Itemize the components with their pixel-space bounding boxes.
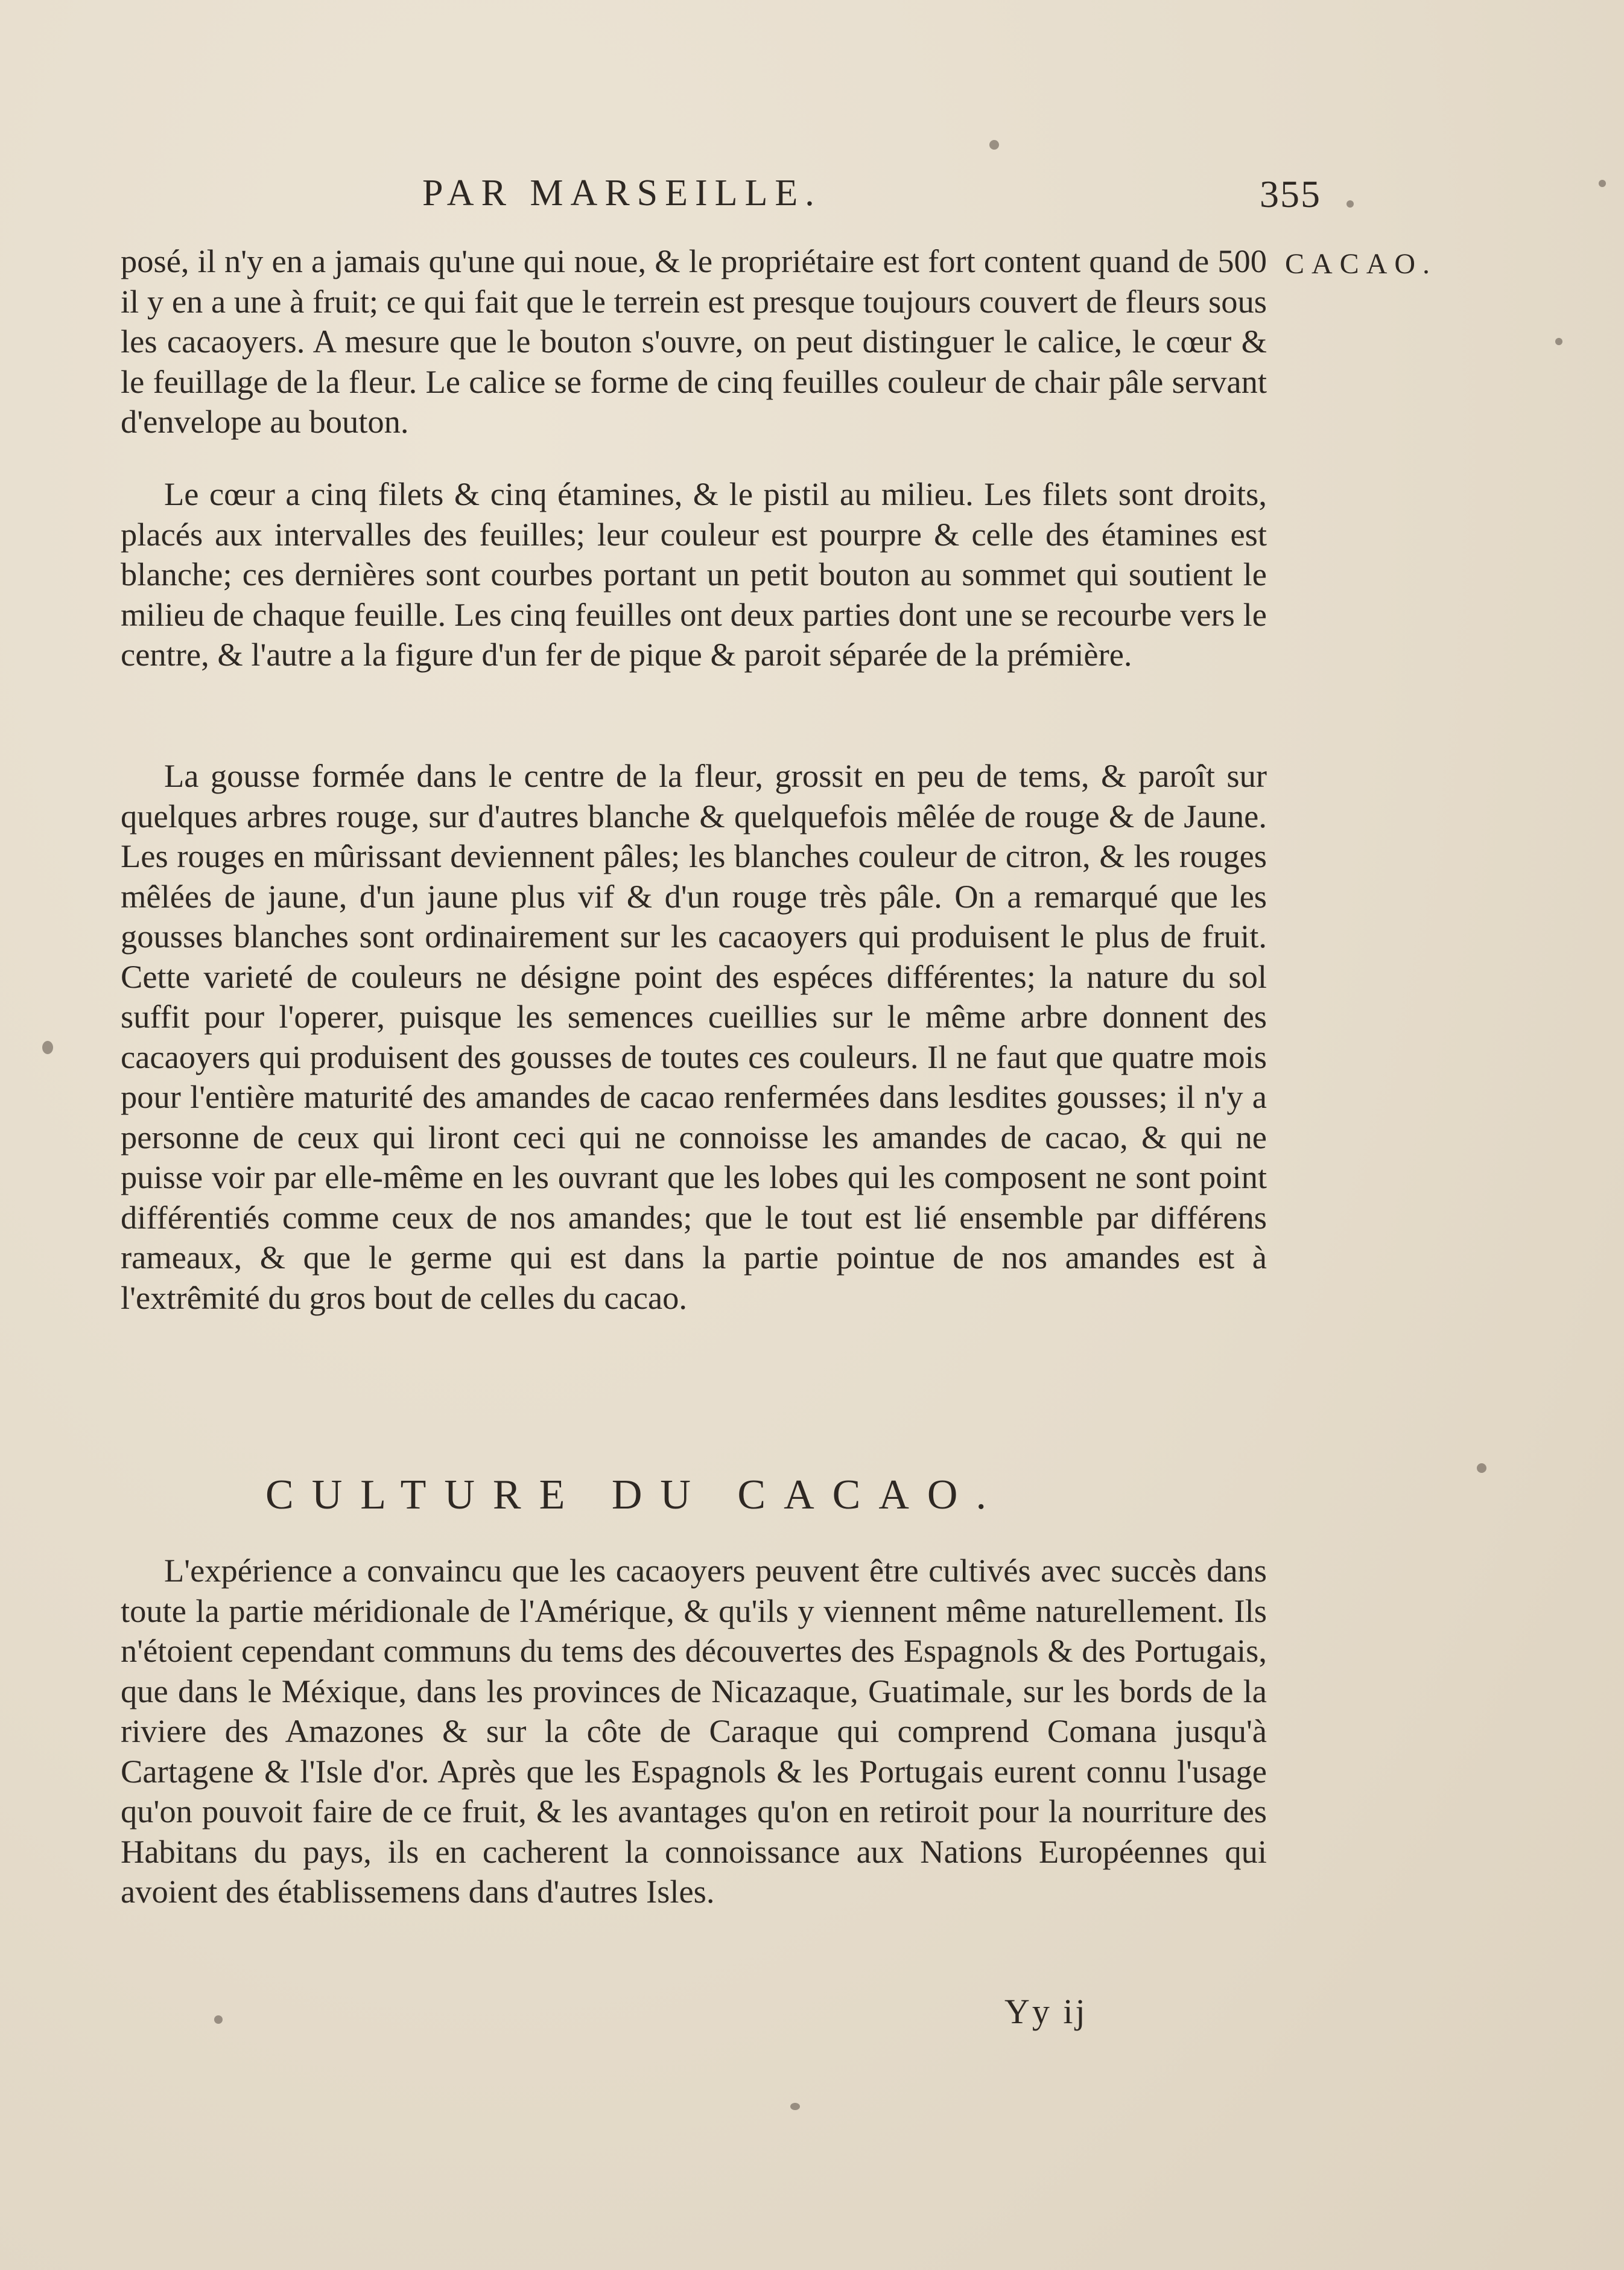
paragraph-flower-heart [121,474,1267,675]
paragraph-pod [121,756,1267,1318]
signature-mark: Yy ij [1004,1992,1088,2031]
paper-spot [1346,200,1354,208]
paragraph-continuation [121,241,1267,442]
section-title: CULTURE DU CACAO. [265,1472,1004,1518]
paper-spot [42,1041,53,1054]
paper-spot [1599,180,1606,187]
paragraph-culture [121,1551,1267,1912]
paper-spot [214,2015,223,2024]
paragraph-text: Le cœur a cinq filets & cinq étamines, & le pistil au milieu. Les filets sont droits, placés aux intervalles des feuilles; leur couleur est pourpre & celle des étamines est blanche; ces dernières sont courbes portant un petit bouton au sommet qui soutient le milieu de chaque feuille. Les cinq feuilles ont deux parties dont une se recourbe vers le centre, & l'autre a la figure d'un fer de pique & paroit séparée de la prémière. [121,475,1267,673]
running-header [422,172,1321,220]
paper-spot [790,2103,800,2110]
paragraph-text: posé, il n'y en a jamais qu'une qui noue, & le propriétaire est fort content quand de 500 il y en a une à fruit; ce qui fait que le terrein est presque toujours couvert de fleurs sous les cacaoyers. A mesure que le bouton s'ouvre, on peut distinguer le calice, le cœur & le feuillage de la fleur. Le calice se forme de cinq feuilles couleur de chair pâle servant d'envelope au bouton. [121,243,1267,440]
paper-spot [989,140,999,150]
paragraph-text: La gousse formée dans le centre de la fleur, grossit en peu de tems, & paroît sur quelques arbres rouge, sur d'autres blanche & quelquefois mêlée de rouge & de Jaune. Les rouges en mûrissant deviennent pâles; les blanches couleur de citron, & les rouges mêlées de jaune, d'un jaune plus vif & d'un rouge très pâle. On a remarqué que les gousses blanches sont ordinairement sur les cacaoyers qui produisent le plus de fruit. Cette varieté de couleurs ne désigne point des espéces différentes; la nature du sol suffit pour l'operer, puisque les semences cueillies sur le même arbre donnent des cacaoyers qui produisent des gousses de toutes ces couleurs. Il ne faut que quatre mois pour l'entière maturité des amandes de cacao renfermées dans lesdites gousses; il n'y a personne de ceux qui liront ceci qui ne connoisse les amandes de cacao, & qui ne puisse voir par elle-même en les ouvrant que les lobes qui les composent ne sont point différentiés comme ceux de nos amandes; que le tout est lié ensemble par différens rameaux, & que le germe qui est dans la partie pointue de nos amandes est à l'extrêmité du gros bout de celles du cacao. [121,757,1267,1316]
paper-spot [1555,338,1562,345]
page-number: 355 [1260,173,1321,215]
paragraph-text: L'expérience a convaincu que les cacaoyers peuvent être cultivés avec succès dans toute la partie méridionale de l'Amérique, & qu'ils y viennent même naturellement. Ils n'étoient cependant communs du tems des découvertes des Espagnols & des Portugais, que dans le Méxique, dans les provinces de Nicazaque, Guatimale, sur les bords de la riviere des Amazones & sur la côte de Caraque qui comprend Comana jusqu'à Cartagene & l'Isle d'or. Après que les Espagnols & les Portugais eurent connu l'usage qu'on pouvoit faire de ce fruit, & les avantages qu'on en retiroit pour la nourriture des Habitans du pays, ils en cacherent la connoissance aux Nations Européennes qui avoient des établissemens dans d'autres Isles. [121,1552,1267,1910]
margin-note: CACAO. [1285,248,1438,280]
paper-spot [1477,1463,1486,1473]
running-title: PAR MARSEILLE. [422,173,822,214]
